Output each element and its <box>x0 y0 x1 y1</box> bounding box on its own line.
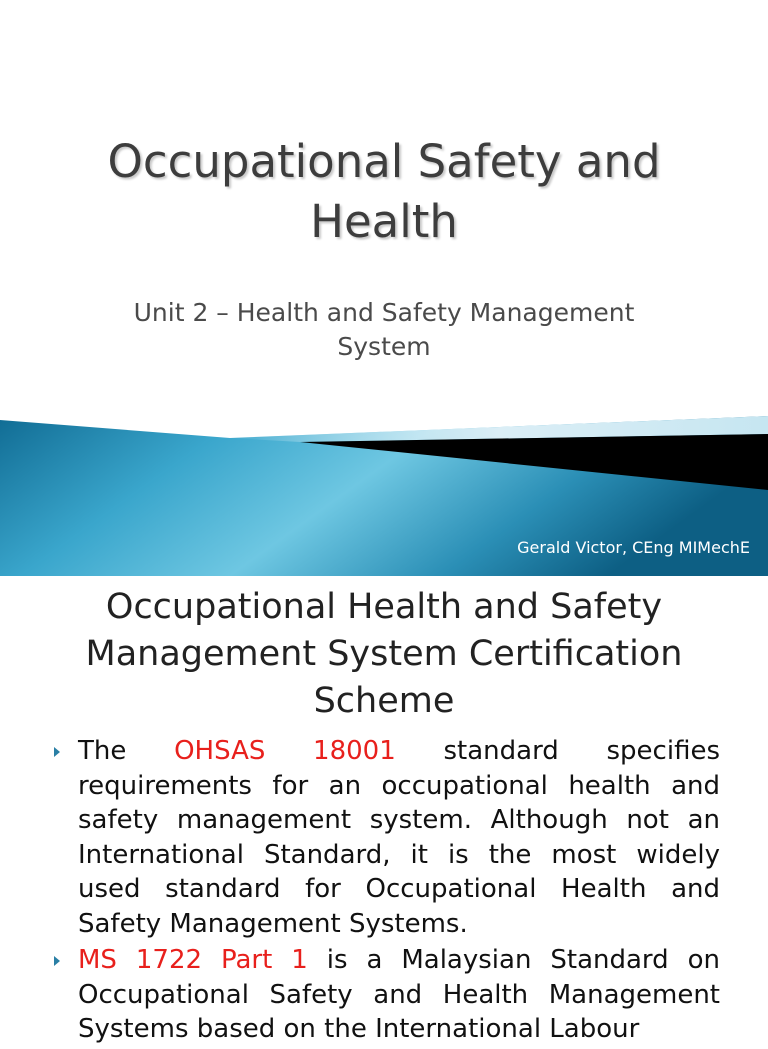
bullet-item-ms1722 <box>78 943 720 1047</box>
ms1722-highlight: MS 1722 Part 1 <box>78 945 308 975</box>
bullet-lead-text: The <box>78 736 175 766</box>
slide-title-line-2: Health <box>310 195 458 248</box>
content-title-line-1: Occupational Health and Safety <box>105 587 663 627</box>
slide-title <box>0 132 768 252</box>
bullet-list <box>78 734 720 1049</box>
bullet-arrow-icon <box>54 747 60 757</box>
author-credit: Gerald Victor, CEng MIMechE <box>517 538 750 557</box>
bullet-item-ohsas <box>78 734 720 941</box>
content-slide-title <box>20 584 748 725</box>
ohsas-highlight: OHSAS 18001 <box>174 736 396 766</box>
content-title-line-2: Management System Certification <box>85 634 683 674</box>
slide-subtitle <box>60 296 708 364</box>
slide-title-line-1: Occupational Safety and <box>107 135 661 188</box>
slide-subtitle-line-2: System <box>337 332 431 361</box>
bullet-body-text: standard specifies requirements for an occupational health and safety management system. Although not an International Standard, it is the most widely used standard for Occupational Health and Safety Management Systems. <box>78 736 720 939</box>
bullet-arrow-icon <box>54 956 60 966</box>
bullet-body-text: is a Malaysian Standard on Occupational Safety and Health Management Systems based on the International Labour <box>78 945 720 1044</box>
slide-subtitle-line-1: Unit 2 – Health and Safety Management <box>133 298 635 327</box>
content-title-line-3: Scheme <box>313 681 455 721</box>
content-slide <box>0 576 768 1044</box>
